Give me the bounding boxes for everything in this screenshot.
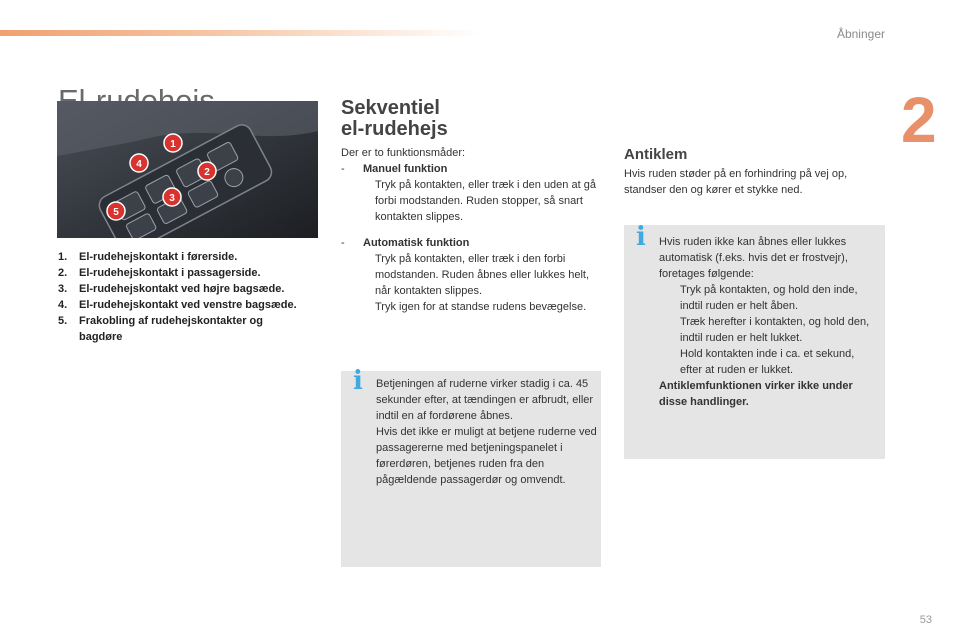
- marker-2: 2: [204, 167, 210, 178]
- info-icon: i: [636, 222, 646, 252]
- info-box-text: [659, 234, 879, 410]
- info-bullet-text: Tryk på kontakten, og hold den inde, indtil ruden er helt åben.: [680, 284, 858, 312]
- legend-number: 1.: [58, 251, 68, 263]
- legend-text: El-rudehejskontakt ved venstre bagsæde.: [79, 299, 297, 311]
- sekventiel-heading: [341, 98, 541, 140]
- section-label: Åbninger: [836, 27, 885, 41]
- arrow-bullet-icon: [363, 251, 375, 299]
- window-switch-photo: [57, 101, 318, 238]
- info-bullet-text: Hold kontakten inde i ca. et sekund, efter at ruden er lukket.: [680, 348, 855, 376]
- sekventiel-heading-line1: Sekventiel: [341, 97, 440, 119]
- legend-number: 5.: [58, 315, 68, 327]
- info-bullet: [659, 346, 879, 378]
- info-bullet-text: Træk herefter i kontakten, og hold den, indtil ruden er helt lukket.: [680, 316, 870, 344]
- legend-item: [58, 313, 308, 345]
- marker-5: 5: [113, 207, 119, 218]
- marker-3: 3: [169, 193, 175, 204]
- legend-number: 3.: [58, 283, 68, 295]
- arrow-bullet-icon: [659, 314, 680, 346]
- mode-auto-title: Automatisk funktion: [363, 237, 470, 249]
- arrow-bullet-icon: [363, 299, 375, 315]
- marker-1: 1: [170, 139, 176, 150]
- mode-auto-bullet: [341, 251, 601, 299]
- switch-panel-illustration: [57, 101, 318, 238]
- mode-auto: [341, 235, 601, 251]
- info-bullet: [659, 282, 879, 314]
- info-bullet: [659, 314, 879, 346]
- mode-manual-bullet: [341, 177, 601, 225]
- mode-auto-text-1: Tryk på kontakten, eller træk i den forbi modstanden. Ruden åbnes eller lukkes helt, når kontakten slippes.: [375, 253, 590, 297]
- legend-text: El-rudehejskontakt i førerside.: [79, 251, 238, 263]
- info-box-antiklem: [624, 222, 885, 459]
- info-para-2: Hvis det ikke er muligt at betjene ruderne ved passagererne med betjeningspanelet i førerdøren, betjenes ruden fra den pågældende passagerdør og omvendt.: [376, 426, 597, 486]
- antiklem-text: Hvis ruden støder på en forhindring på vej op, standser den og kører et stykke ned.: [624, 168, 848, 196]
- sekventiel-body: [341, 145, 601, 315]
- info-para-1: Betjeningen af ruderne virker stadig i ca. 45 sekunder efter, at tændingen er afbrudt, eller indtil en af fordørene åbnes.: [376, 378, 594, 422]
- mode-auto-bullet: [341, 299, 601, 315]
- info-icon: i: [353, 366, 363, 396]
- chapter-number: 2: [901, 84, 937, 156]
- mode-manual-text: Tryk på kontakten, eller træk i den uden at gå forbi modstanden. Ruden stopper, så snart kontakten slippes.: [375, 179, 596, 223]
- info-intro: Hvis ruden ikke kan åbnes eller lukkes automatisk (f.eks. hvis det er frostvejr), foretages følgende:: [659, 236, 848, 280]
- page-number: 53: [919, 614, 932, 626]
- legend-list: [58, 249, 308, 345]
- legend-number: 2.: [58, 267, 68, 279]
- mode-manual-title: Manuel funktion: [363, 163, 448, 175]
- sekventiel-heading-line2: el-rudehejs: [341, 118, 448, 140]
- legend-number: 4.: [58, 299, 68, 311]
- mode-manual: [341, 161, 601, 177]
- legend-item: [58, 265, 308, 281]
- marker-4: 4: [136, 159, 142, 170]
- legend-text: El-rudehejskontakt i passagerside.: [79, 267, 261, 279]
- info-box-text: [376, 376, 598, 488]
- legend-text: El-rudehejskontakt ved højre bagsæde.: [79, 283, 285, 295]
- legend-item: [58, 249, 308, 265]
- arrow-bullet-icon: [659, 282, 680, 314]
- antiklem-heading: Antiklem: [624, 146, 688, 163]
- legend-item: [58, 281, 308, 297]
- info-warning: Antiklemfunktionen virker ikke under disse handlinger.: [659, 380, 853, 408]
- arrow-bullet-icon: [659, 346, 680, 378]
- legend-text: Frakobling af rudehejskontakter og bagdøre: [79, 315, 263, 343]
- info-box-window-timer: [341, 366, 601, 567]
- top-accent-bar: [0, 30, 480, 36]
- arrow-bullet-icon: [363, 177, 375, 225]
- sekventiel-intro: Der er to funktionsmåder:: [341, 147, 466, 159]
- dash-mark: -: [341, 163, 345, 175]
- legend-item: [58, 297, 308, 313]
- dash-mark: -: [341, 237, 345, 249]
- mode-auto-text-2: Tryk igen for at standse rudens bevægelse.: [375, 301, 587, 313]
